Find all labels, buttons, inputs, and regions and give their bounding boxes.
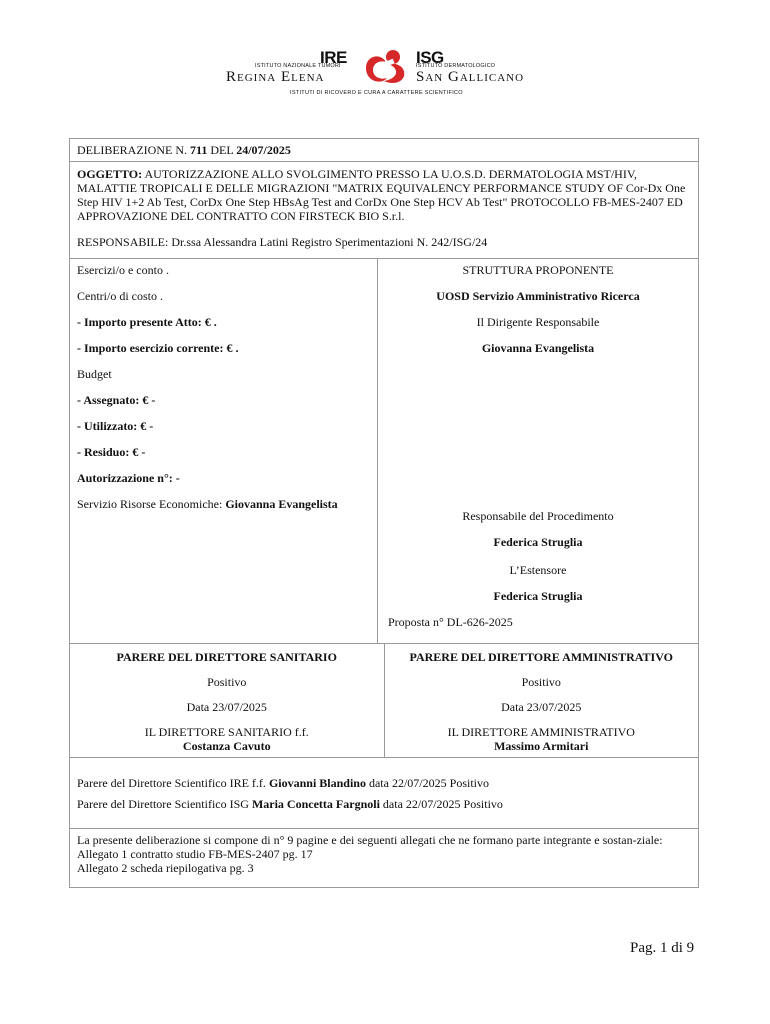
isg-subtitle: ISTITUTO DERMATOLOGICO (416, 63, 496, 69)
health-director-outcome: Positivo (207, 675, 247, 689)
logo-mark-icon (360, 48, 412, 86)
subject-section (70, 162, 698, 259)
isg-acronym: ISG (416, 48, 444, 67)
cost-center: Centri/o di costo . (77, 289, 163, 303)
structure-title: STRUTTURA PROPONENTE (462, 263, 614, 277)
economic-service-name: Giovanna Evangelista (225, 497, 338, 511)
structure-column (378, 259, 698, 643)
subject-label: OGGETTO: (77, 167, 143, 181)
budget-assigned: - Assegnato: € - (77, 393, 156, 407)
ire-scientific-opinion (77, 776, 691, 790)
ire-subtitle: ISTITUTO NAZIONALE TUMORI (255, 63, 341, 69)
authorization-number: Autorizzazione n°: - (77, 471, 180, 485)
health-director-role: IL DIRETTORE SANITARIO f.f. (144, 725, 309, 739)
institution-logo (220, 48, 550, 100)
isg-name: San Gallicano (416, 69, 525, 85)
subject-text: AUTORIZZAZIONE ALLO SVOLGIMENTO PRESSO LA U.O.S.D. DERMATOLOGIA MST/HIV, MALATTIE TROPICALI E DELLE MIGRAZIONI "MATRIX EQUIVALENCY PERFORMANCE STUDY OF Cor-Dx One Step HIV 1+2 Ab Test, CorDx One Step HBsAg Test and CorDx One Step HCV Ab Test" PROTOCOLLO FB-MES-2407 ED APPROVAZIONE DEL CONTRATTO CON FIRSTECK BIO S.r.l. (77, 167, 686, 223)
attachment-item: Allegato 2 scheda riepilogativa pg. 3 (77, 861, 254, 875)
drafter-name: Federica Struglia (493, 589, 583, 603)
structure-unit: UOSD Servizio Amministrativo Ricerca (436, 289, 640, 303)
deliberation-number: 711 (189, 143, 208, 157)
amount-current-act: - Importo presente Atto: € . (77, 315, 217, 329)
deliberation-prefix: DELIBERAZIONE N. (77, 143, 187, 157)
institution-tagline: ISTITUTI DI RICOVERO E CURA A CARATTERE SCIENTIFICO (290, 90, 463, 96)
proposal-number: Proposta n° DL-626-2025 (388, 615, 513, 629)
ire-opinion-suffix: data 22/07/2025 Positivo (368, 776, 489, 790)
budget-used: - Utilizzato: € - (77, 419, 154, 433)
responsible-line: RESPONSABILE: Dr.ssa Alessandra Latini Registro Sperimentazioni N. 242/ISG/24 (77, 235, 488, 249)
amount-current-year: - Importo esercizio corrente: € . (77, 341, 239, 355)
budget-remaining: - Residuo: € - (77, 445, 146, 459)
manager-role: Il Dirigente Responsabile (476, 315, 600, 329)
procedure-responsible-name: Federica Struglia (493, 535, 583, 549)
admin-director-role: IL DIRETTORE AMMINISTRATIVO (447, 725, 635, 739)
budget-column (70, 259, 378, 643)
deliberation-del: DEL (210, 143, 234, 157)
isg-scientific-opinion (77, 797, 691, 811)
isg-opinion-suffix: data 22/07/2025 Positivo (382, 797, 503, 811)
admin-director-name: Massimo Armitari (494, 739, 589, 753)
ire-director-name: Giovanni Blandino (268, 776, 366, 790)
deliberation-date: 24/07/2025 (236, 143, 291, 157)
ire-acronym: IRE (320, 48, 347, 67)
opinions-section (70, 644, 698, 758)
economic-service-label: Servizio Risorse Economiche: (77, 497, 223, 511)
attachments-intro: La presente deliberazione si compone di n° 9 pagine e dei seguenti allegati che ne formano parte integrante e sostan-ziale: (77, 833, 663, 847)
admin-director-date: Data 23/07/2025 (501, 700, 582, 714)
admin-director-outcome: Positivo (521, 675, 561, 689)
page-number: Pag. 1 di 9 (630, 940, 695, 956)
ire-name: Regina Elena (226, 69, 325, 85)
budget-label: Budget (77, 367, 112, 381)
budget-structure-section (70, 259, 698, 644)
isg-director-name: Maria Concetta Fargnoli (251, 797, 380, 811)
scientific-opinions (70, 758, 698, 829)
health-director-date: Data 23/07/2025 (186, 700, 267, 714)
deliberation-form (69, 138, 699, 888)
attachments-section (70, 829, 698, 887)
admin-director-opinion (385, 644, 699, 757)
deliberation-title (70, 139, 698, 162)
attachment-item: Allegato 1 contratto studio FB-MES-2407 pg. 17 (77, 847, 313, 861)
isg-opinion-prefix: Parere del Direttore Scientifico ISG (77, 797, 249, 811)
admin-director-title: PARERE DEL DIRETTORE AMMINISTRATIVO (409, 650, 673, 664)
fiscal-year-account: Esercizi/o e conto . (77, 263, 169, 277)
ire-opinion-prefix: Parere del Direttore Scientifico IRE f.f. (77, 776, 266, 790)
manager-name: Giovanna Evangelista (481, 341, 595, 355)
health-director-title: PARERE DEL DIRETTORE SANITARIO (116, 650, 337, 664)
drafter-label: L’Estensore (509, 563, 567, 577)
procedure-responsible-label: Responsabile del Procedimento (462, 509, 614, 523)
health-director-name: Costanza Cavuto (182, 739, 271, 753)
health-director-opinion (70, 644, 385, 757)
economic-service (77, 497, 370, 523)
